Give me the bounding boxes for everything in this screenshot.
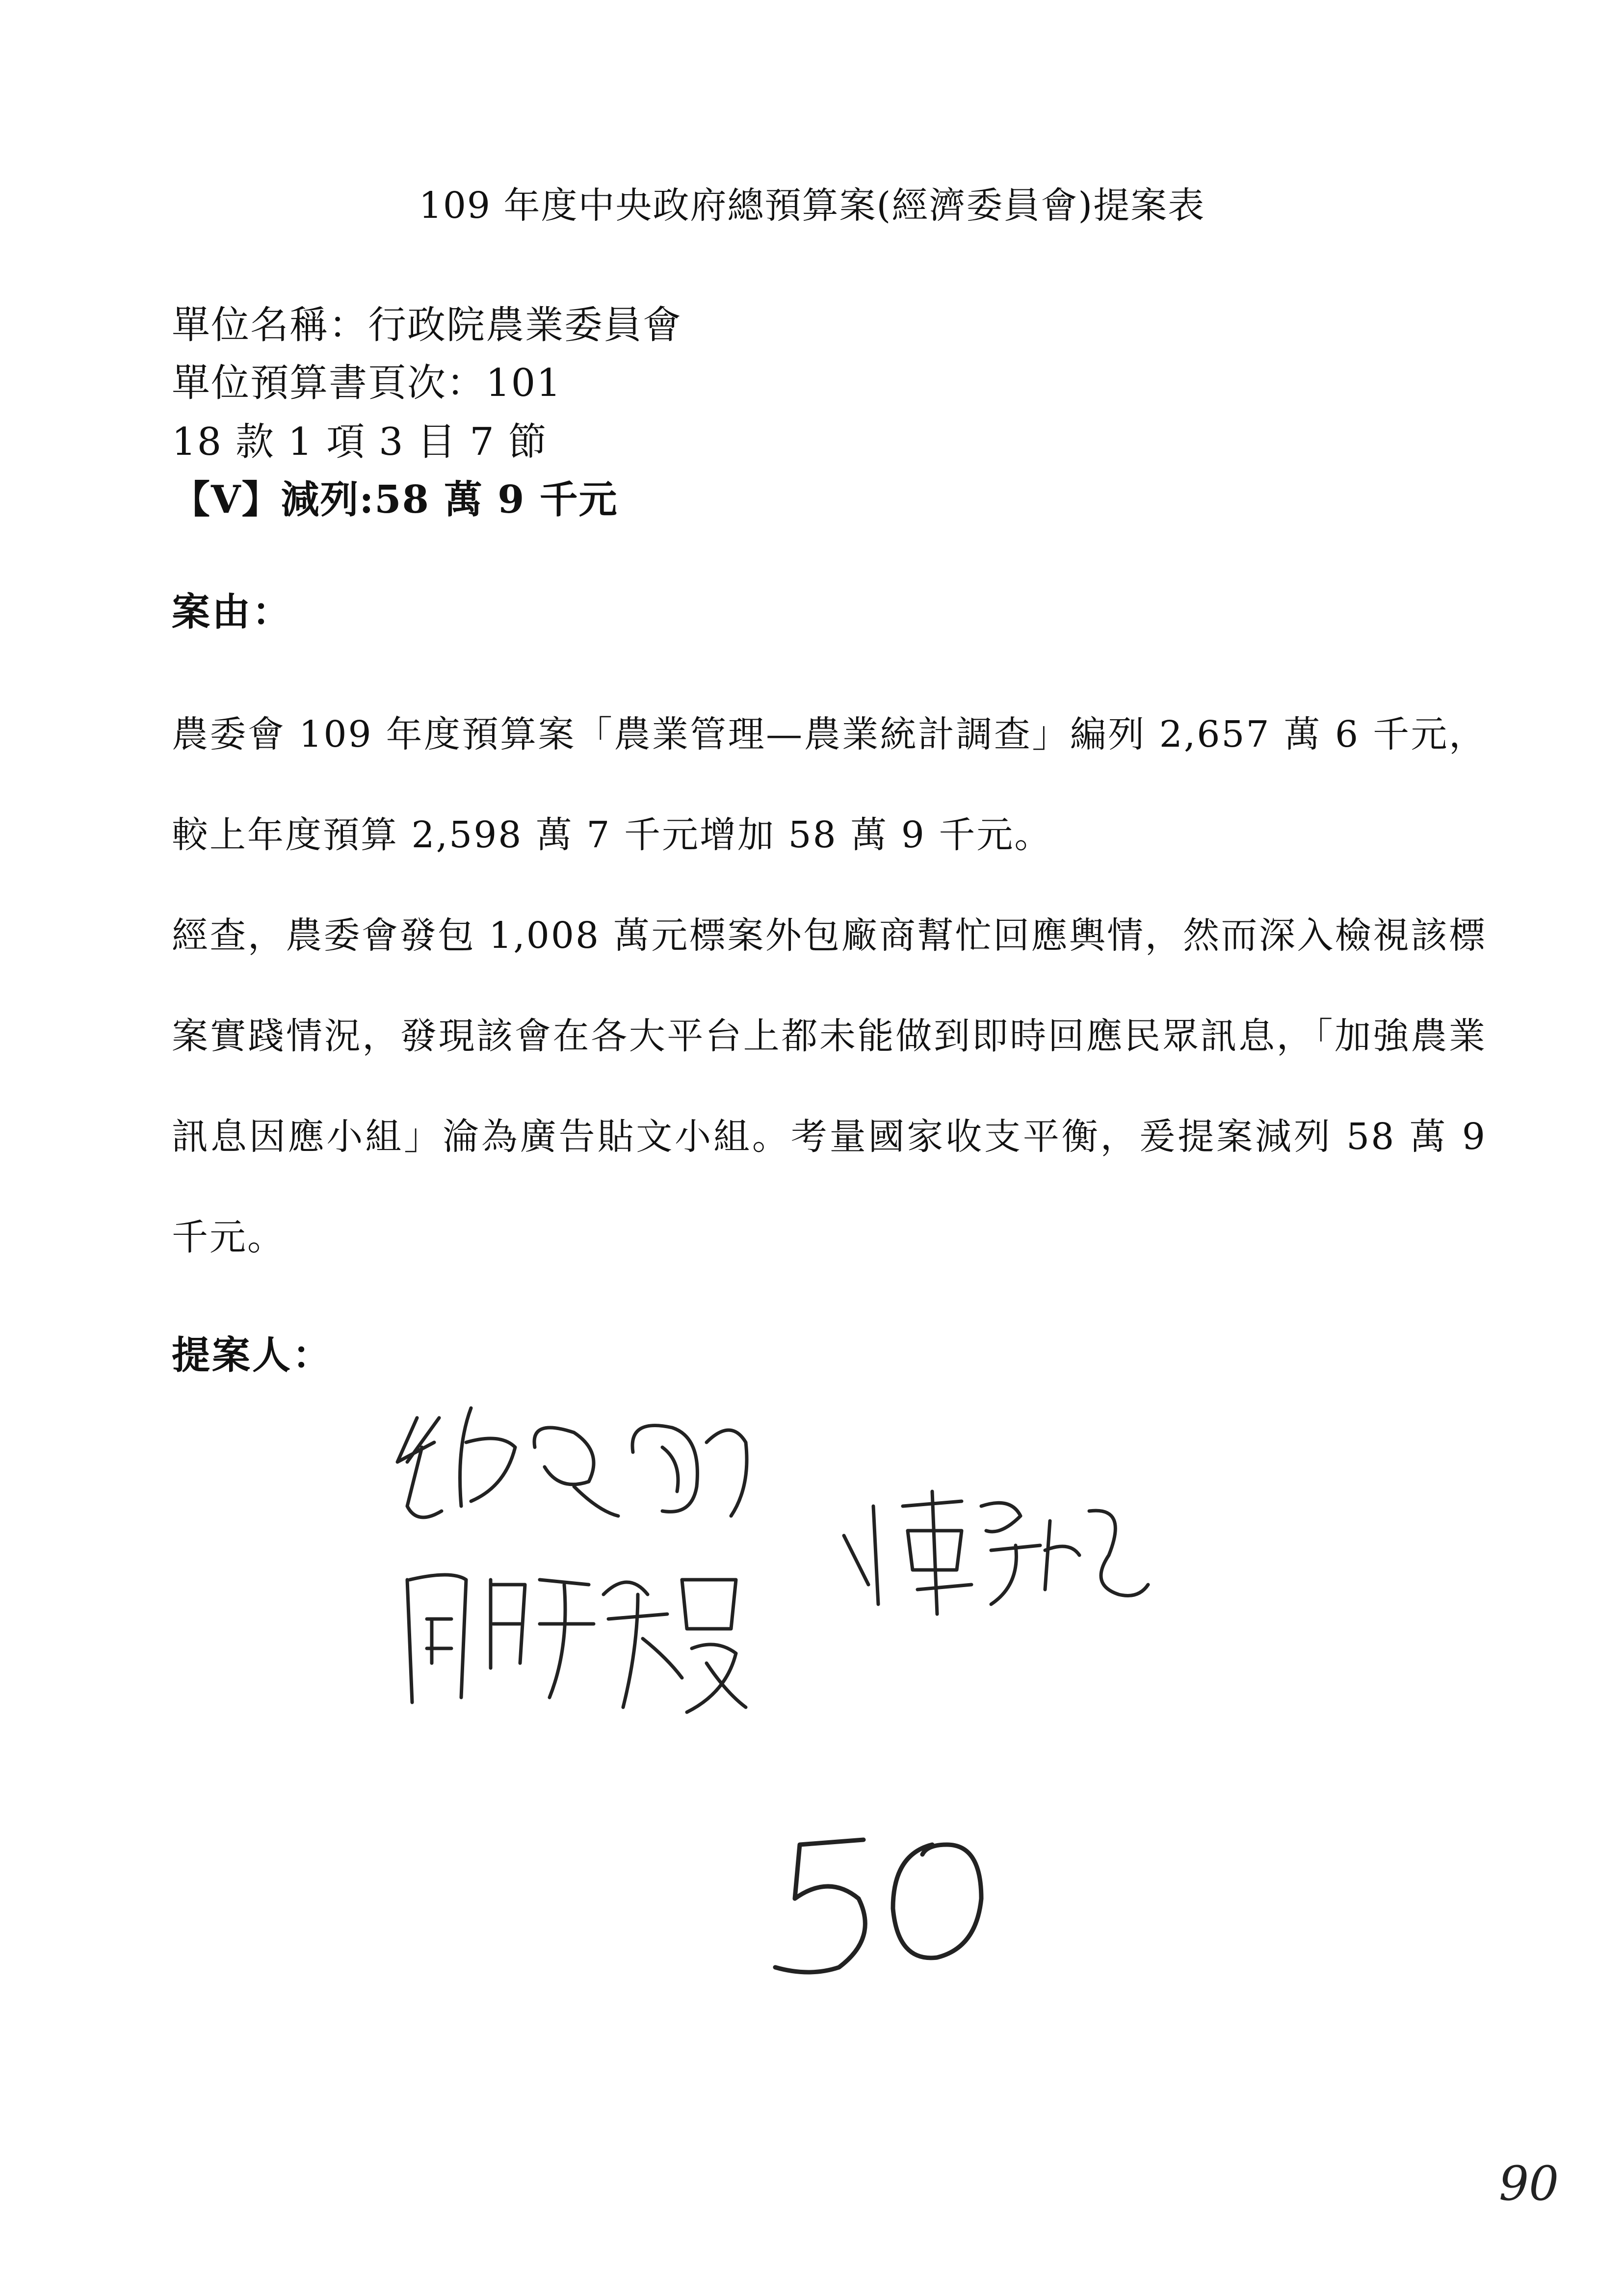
handwritten-number-50	[765, 1825, 1001, 1982]
unit-name: 單位名稱：行政院農業委員會	[172, 303, 682, 347]
signature-2	[393, 1550, 746, 1727]
budget-page: 單位預算書頁次：101	[172, 361, 562, 405]
reduction-amount: 【V】減列:58 萬 9 千元	[172, 477, 618, 522]
reason-label: 案由：	[172, 590, 293, 634]
budget-section: 18 款 1 項 3 目 7 節	[172, 420, 548, 464]
reason-paragraph-1: 農委會 109 年度預算案「農業管理—農業統計調查」編列 2,657 萬 6 千元，較上年度預算 2,598 萬 7 千元增加 58 萬 9 千元。	[172, 713, 1487, 856]
reason-paragraph-2: 經查，農委會發包 1,008 萬元標案外包廠商幫忙回應輿情，然而深入檢視該標案實踐情況，發現該會在各大平台上都未能做到即時回應民眾訊息，「加強農業訊息因應小組」淪為廣告貼文小組。考量國家收支平衡，爰提案減列 58 萬 9 千元。	[172, 914, 1487, 1258]
proposer-label: 提案人：	[172, 1333, 333, 1378]
page-number: 90	[1499, 2156, 1559, 2211]
signature-1	[388, 1388, 760, 1550]
signature-3	[834, 1477, 1148, 1624]
document-title: 109 年度中央政府總預算案(經濟委員會)提案表	[419, 184, 1205, 227]
